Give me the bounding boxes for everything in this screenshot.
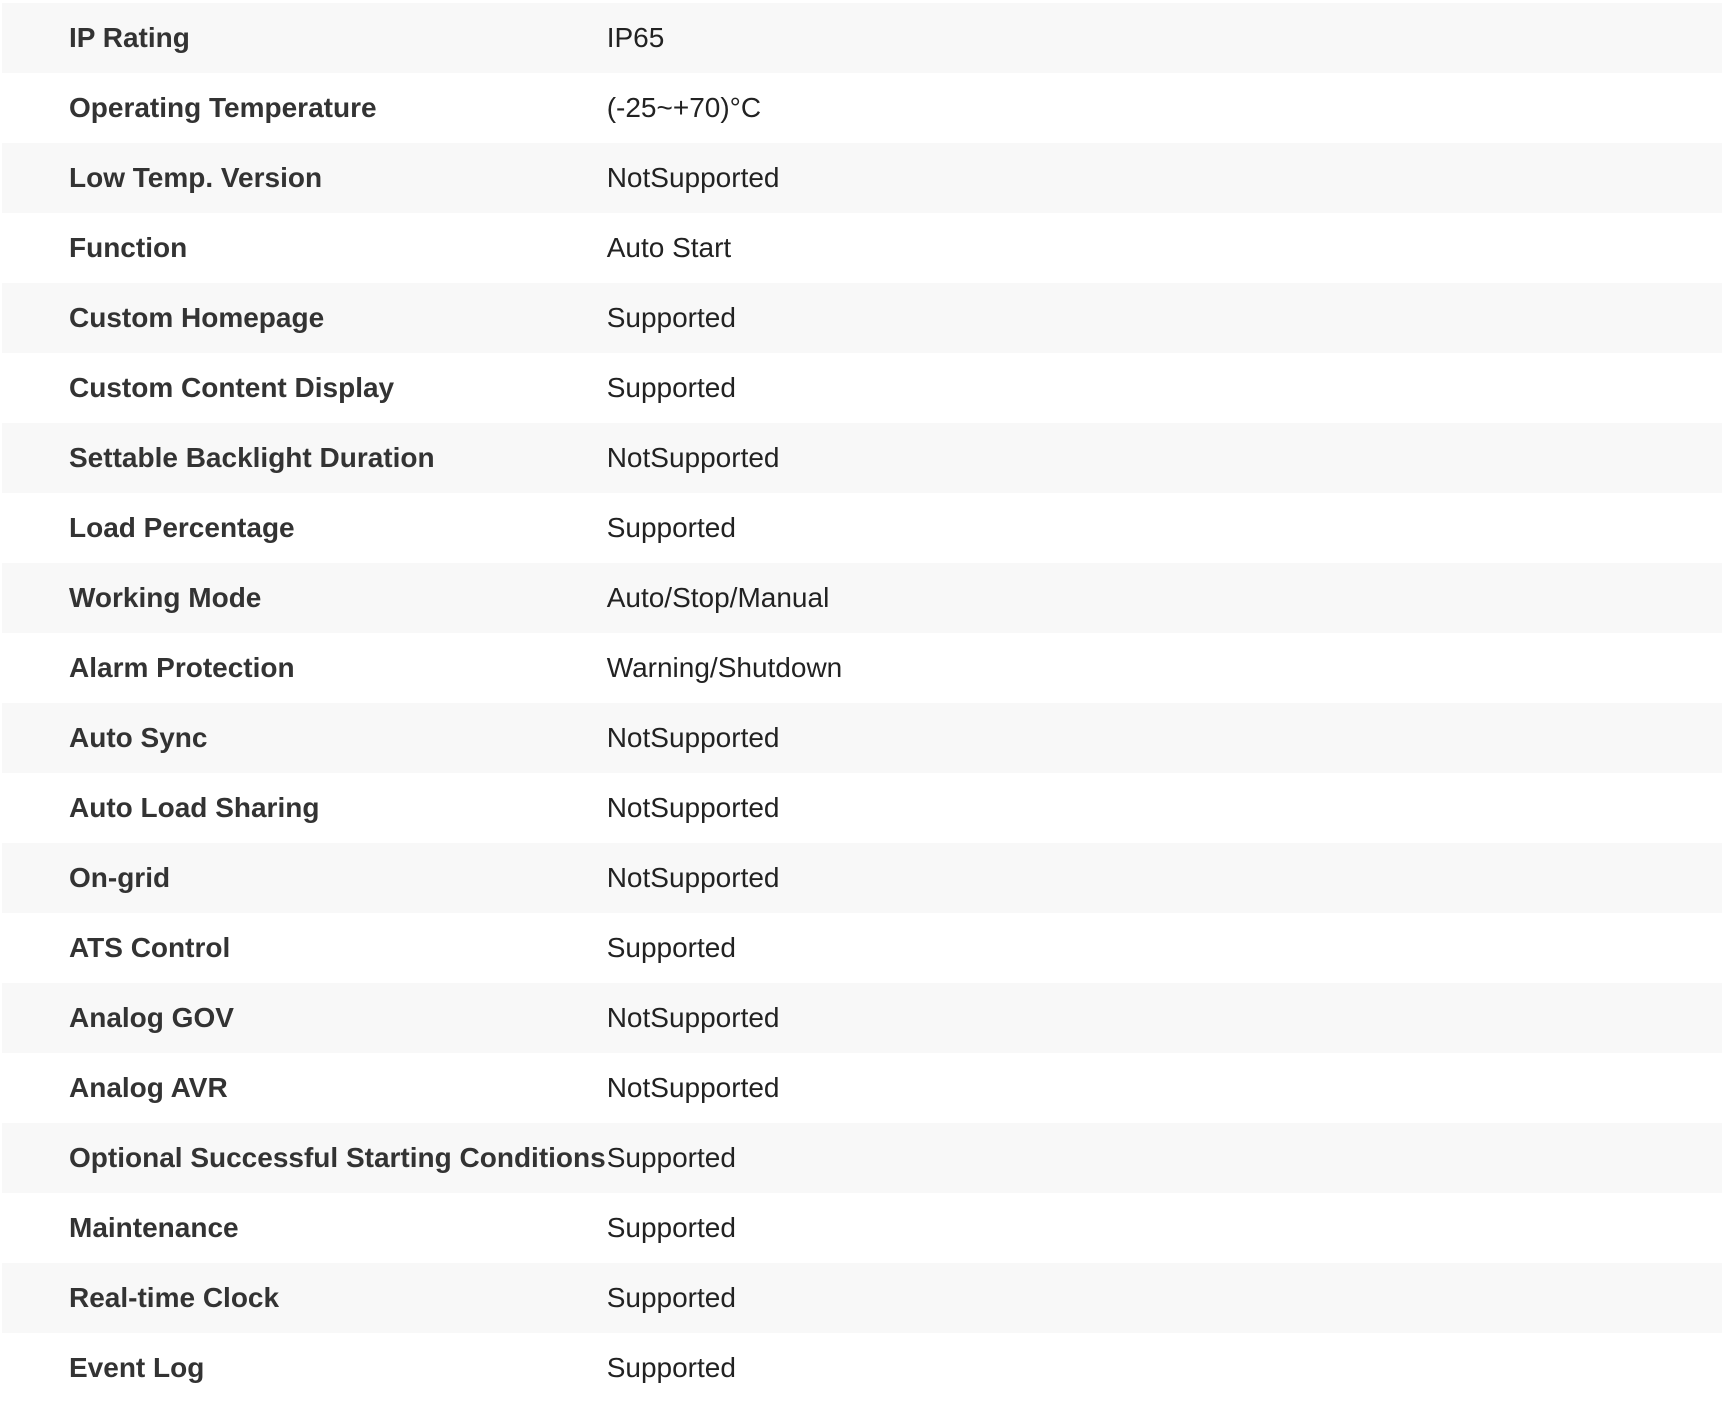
spec-value: Supported xyxy=(606,372,736,403)
spec-value: NotSupported xyxy=(606,792,780,823)
spec-table xyxy=(2,3,1722,1403)
spec-row-maintenance xyxy=(2,1193,1722,1263)
spec-value: Auto Start xyxy=(606,232,732,263)
spec-row-auto-sync xyxy=(2,703,1722,773)
spec-label: Function xyxy=(69,232,188,263)
spec-value: NotSupported xyxy=(606,162,780,193)
spec-label: Analog GOV xyxy=(69,1002,234,1033)
spec-value: NotSupported xyxy=(606,1002,780,1033)
spec-table-body xyxy=(2,3,1722,1403)
spec-label: Custom Homepage xyxy=(69,302,325,333)
spec-label: Alarm Protection xyxy=(69,652,295,683)
spec-value: Warning/Shutdown xyxy=(606,652,843,683)
spec-row-low-temp-version xyxy=(2,143,1722,213)
spec-row-working-mode xyxy=(2,563,1722,633)
spec-label: Auto Sync xyxy=(69,722,208,753)
spec-value: Supported xyxy=(606,512,736,543)
spec-label: Settable Backlight Duration xyxy=(69,442,435,473)
spec-value: Supported xyxy=(606,932,736,963)
spec-value: Supported xyxy=(606,1142,736,1173)
spec-label: Auto Load Sharing xyxy=(69,792,320,823)
spec-label: On-grid xyxy=(69,862,171,893)
spec-value: Supported xyxy=(606,302,736,333)
spec-value: IP65 xyxy=(606,22,665,53)
spec-label: Load Percentage xyxy=(69,512,295,543)
spec-row-analog-avr xyxy=(2,1053,1722,1123)
spec-value: (-25~+70)°C xyxy=(606,92,762,123)
spec-value: NotSupported xyxy=(606,862,780,893)
spec-value: Supported xyxy=(606,1352,736,1383)
spec-row-operating-temperature xyxy=(2,73,1722,143)
spec-label: Low Temp. Version xyxy=(69,162,323,193)
spec-value: NotSupported xyxy=(606,722,780,753)
spec-value: NotSupported xyxy=(606,442,780,473)
spec-row-custom-content-display xyxy=(2,353,1722,423)
spec-label: IP Rating xyxy=(69,22,190,53)
spec-label: Event Log xyxy=(69,1352,205,1383)
spec-value: NotSupported xyxy=(606,1072,780,1103)
spec-row-alarm-protection xyxy=(2,633,1722,703)
spec-label: Custom Content Display xyxy=(69,372,395,403)
spec-label: Optional Successful Starting Conditions xyxy=(69,1142,606,1173)
spec-value: Auto/Stop/Manual xyxy=(606,582,830,613)
spec-row-on-grid xyxy=(2,843,1722,913)
spec-row-analog-gov xyxy=(2,983,1722,1053)
spec-label: Working Mode xyxy=(69,582,262,613)
spec-row-auto-load-sharing xyxy=(2,773,1722,843)
spec-label: Analog AVR xyxy=(69,1072,228,1103)
spec-row-function xyxy=(2,213,1722,283)
spec-row-real-time-clock xyxy=(2,1263,1722,1333)
spec-value: Supported xyxy=(606,1282,736,1313)
spec-label: Real-time Clock xyxy=(69,1282,280,1313)
spec-value: Supported xyxy=(606,1212,736,1243)
spec-label: Maintenance xyxy=(69,1212,239,1243)
spec-row-ip-rating xyxy=(2,3,1722,73)
spec-row-custom-homepage xyxy=(2,283,1722,353)
spec-label: Operating Temperature xyxy=(69,92,377,123)
spec-row-ats-control xyxy=(2,913,1722,983)
spec-label: ATS Control xyxy=(69,932,231,963)
spec-row-load-percentage xyxy=(2,493,1722,563)
spec-row-optional-successful-starting-conditions xyxy=(2,1123,1722,1193)
spec-row-settable-backlight-duration xyxy=(2,423,1722,493)
